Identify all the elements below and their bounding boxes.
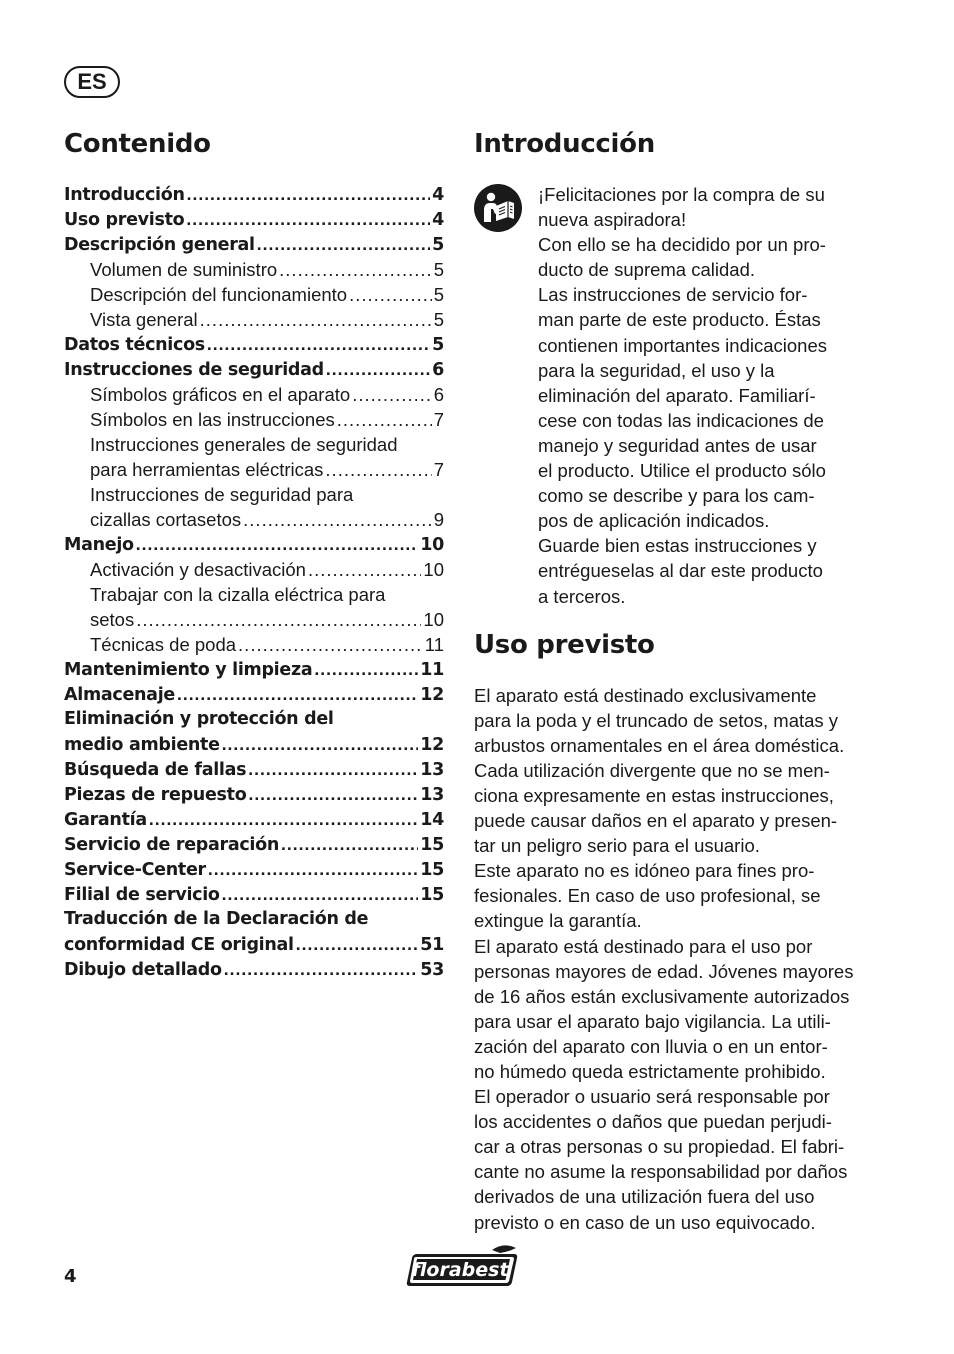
toc-entry xyxy=(64,807,444,832)
toc-entry-page: 6 xyxy=(432,360,444,380)
toc-entry xyxy=(64,232,444,257)
svg-text:florabest: florabest xyxy=(411,1259,509,1281)
text-line: nueva aspiradora! xyxy=(538,209,687,231)
toc-entry-title: Service-Center xyxy=(64,860,206,880)
toc-entry xyxy=(64,757,444,782)
toc-entry-page: 6 xyxy=(433,384,444,405)
toc-entry-page: 7 xyxy=(433,409,444,430)
toc-entry-page: 15 xyxy=(420,860,444,880)
introduction-title: Introducción xyxy=(474,129,655,159)
text-line: El aparato está destinado para el uso por xyxy=(474,935,813,957)
toc-entry-title: medio ambiente xyxy=(64,735,220,755)
text-line: de 16 años están exclusivamente autorizados xyxy=(474,985,850,1007)
text-line: manejo y seguridad antes de usar xyxy=(538,434,817,456)
toc-leader-dots xyxy=(222,732,419,757)
toc-entry-page: 12 xyxy=(420,685,444,705)
toc-entry xyxy=(64,632,444,657)
toc-leader-dots xyxy=(281,832,418,857)
toc-entry-title: Garantía xyxy=(64,810,147,830)
toc-entry-title: Técnicas de poda xyxy=(90,634,237,655)
text-line: pos de aplicación indicados. xyxy=(538,510,770,532)
toc-entry-title: Uso previsto xyxy=(64,210,185,230)
toc-list xyxy=(64,182,444,982)
toc-entry-title: Volumen de suministro xyxy=(90,259,278,280)
toc-entry-title: Dibujo detallado xyxy=(64,960,222,980)
text-line: arbustos ornamentales en el área doméstica. xyxy=(474,734,845,756)
toc-entry xyxy=(64,357,444,382)
toc-leader-dots xyxy=(349,282,432,307)
toc-entry-page: 4 xyxy=(432,210,444,230)
toc-leader-dots xyxy=(279,257,432,282)
text-line: Las instrucciones de servicio for- xyxy=(538,284,808,306)
text-line: fesionales. En caso de uso profesional, se xyxy=(474,885,821,907)
toc-entry-title: setos xyxy=(90,609,135,630)
toc-entry xyxy=(64,957,444,982)
toc-entry-page: 4 xyxy=(432,185,444,205)
toc-entry-page: 14 xyxy=(420,810,444,830)
toc-entry-page: 12 xyxy=(420,735,444,755)
toc-entry-page: 5 xyxy=(433,284,444,305)
toc-entry-page: 10 xyxy=(423,559,444,580)
toc-leader-dots xyxy=(308,557,421,582)
toc-entry xyxy=(64,182,444,207)
toc-entry xyxy=(64,557,444,582)
text-line: ¡Felicitaciones por la compra de su xyxy=(538,184,825,205)
intended-use-title: Uso previsto xyxy=(474,629,655,660)
toc-entry-title: Introducción xyxy=(64,185,185,205)
toc-entry-title: conformidad CE original xyxy=(64,935,294,955)
text-line: derivados de una utilización fuera del uso xyxy=(474,1186,815,1208)
toc-entry xyxy=(64,582,444,607)
toc-entry xyxy=(64,657,444,682)
toc-entry xyxy=(64,932,444,957)
toc-leader-dots xyxy=(314,657,418,682)
toc-entry xyxy=(64,432,444,457)
toc-entry-page: 53 xyxy=(420,960,444,980)
text-line: Cada utilización divergente que no se men- xyxy=(474,759,830,781)
toc-entry xyxy=(64,207,444,232)
toc-leader-dots xyxy=(325,457,431,482)
toc-entry xyxy=(64,882,444,907)
toc-entry xyxy=(64,482,444,507)
toc-leader-dots xyxy=(243,507,432,532)
florabest-logo xyxy=(404,1244,520,1290)
toc-entry-title: Vista general xyxy=(90,309,198,330)
toc-leader-dots xyxy=(186,207,430,232)
toc-entry-title: para herramientas eléctricas xyxy=(90,459,324,480)
toc-entry-page: 5 xyxy=(433,259,444,280)
toc-entry-page: 13 xyxy=(420,785,444,805)
toc-entry-page: 10 xyxy=(423,609,444,630)
toc-entry xyxy=(64,732,444,757)
text-line: zación del aparato con lluvia o en un entor- xyxy=(474,1035,828,1057)
text-line: tar un peligro serio para el usuario. xyxy=(474,835,760,857)
text-line: cese con todas las indicaciones de xyxy=(538,409,824,431)
toc-entry-title: Piezas de repuesto xyxy=(64,785,247,805)
toc-entry xyxy=(64,307,444,332)
toc-entry-title: Mantenimiento y limpieza xyxy=(64,660,313,680)
toc-entry-page: 5 xyxy=(432,235,444,255)
introduction-section xyxy=(474,182,866,609)
toc-entry xyxy=(64,407,444,432)
toc-entry xyxy=(64,257,444,282)
toc-entry-title: Descripción del funcionamiento xyxy=(90,284,348,305)
toc-entry-page: 11 xyxy=(424,634,444,655)
toc-entry xyxy=(64,832,444,857)
text-line: el producto. Utilice el producto sólo xyxy=(538,460,826,482)
toc-entry-page: 11 xyxy=(420,660,444,680)
toc-entry-page: 15 xyxy=(420,885,444,905)
toc-entry-page: 9 xyxy=(433,509,444,530)
read-manual-icon xyxy=(474,184,522,232)
toc-leader-dots xyxy=(136,607,421,632)
toc-entry-page: 5 xyxy=(432,335,444,355)
text-line: man parte de este producto. Éstas xyxy=(538,309,821,331)
toc-entry-page: 13 xyxy=(420,760,444,780)
text-line: Con ello se ha decidido por un pro- xyxy=(538,234,826,256)
text-line: El aparato está destinado exclusivamente xyxy=(474,684,817,706)
toc-entry-title: Instrucciones generales de seguridad xyxy=(90,434,398,455)
toc-entry-title: Símbolos en las instrucciones xyxy=(90,409,335,430)
text-line: entrégueselas al dar este producto xyxy=(538,560,823,582)
toc-leader-dots xyxy=(136,532,418,557)
toc-leader-dots xyxy=(177,682,418,707)
toc-entry xyxy=(64,332,444,357)
toc-entry-page: 5 xyxy=(433,309,444,330)
text-line: personas mayores de edad. Jóvenes mayores xyxy=(474,960,854,982)
toc-leader-dots xyxy=(296,932,418,957)
text-line: puede causar daños en el aparato y presen- xyxy=(474,810,838,832)
text-line: Guarde bien estas instrucciones y xyxy=(538,535,817,557)
toc-entry-page: 7 xyxy=(433,459,444,480)
text-line: El operador o usuario será responsable por xyxy=(474,1086,830,1108)
toc-leader-dots xyxy=(224,957,418,982)
toc-entry xyxy=(64,682,444,707)
toc-entry xyxy=(64,457,444,482)
text-line: para la seguridad, el uso y la xyxy=(538,359,775,381)
toc-leader-dots xyxy=(257,232,430,257)
toc-leader-dots xyxy=(326,357,430,382)
toc-entry xyxy=(64,532,444,557)
table-of-contents xyxy=(64,128,444,982)
right-column xyxy=(474,128,866,1235)
toc-entry-title: Búsqueda de fallas xyxy=(64,760,247,780)
intended-use-body xyxy=(474,683,866,1235)
toc-leader-dots xyxy=(248,782,418,807)
toc-entry-title: Eliminación y protección del xyxy=(64,709,334,729)
text-line: no húmedo queda estrictamente prohibido. xyxy=(474,1061,826,1082)
toc-entry-title: Instrucciones de seguridad para xyxy=(90,484,354,505)
toc-entry xyxy=(64,782,444,807)
toc-leader-dots xyxy=(337,407,432,432)
toc-entry-title: Instrucciones de seguridad xyxy=(64,360,324,380)
toc-entry xyxy=(64,707,444,732)
toc-entry xyxy=(64,857,444,882)
toc-entry xyxy=(64,507,444,532)
toc-leader-dots xyxy=(222,882,419,907)
text-line: los accidentes o daños que puedan perjudi- xyxy=(474,1111,832,1133)
toc-entry xyxy=(64,282,444,307)
toc-entry-title: Descripción general xyxy=(64,235,255,255)
text-line: car a otras personas o su propiedad. El fabri- xyxy=(474,1136,845,1158)
toc-entry-title: Almacenaje xyxy=(64,685,175,705)
toc-leader-dots xyxy=(248,757,418,782)
toc-entry-title: Filial de servicio xyxy=(64,885,220,905)
text-line: extingue la garantía. xyxy=(474,910,642,932)
toc-entry-title: Servicio de reparación xyxy=(64,835,280,855)
toc-entry-title: Activación y desactivación xyxy=(90,559,306,580)
text-line: para usar el aparato bajo vigilancia. La utili- xyxy=(474,1010,831,1032)
toc-entry-title: cizallas cortasetos xyxy=(90,509,242,530)
toc-leader-dots xyxy=(149,807,418,832)
text-line: como se describe y para los cam- xyxy=(538,485,815,507)
toc-entry-title: Símbolos gráficos en el aparato xyxy=(90,384,351,405)
text-line: cante no asume la responsabilidad por daños xyxy=(474,1161,848,1183)
toc-entry-title: Manejo xyxy=(64,535,134,555)
text-line: ducto de suprema calidad. xyxy=(538,259,755,281)
toc-leader-dots xyxy=(207,332,430,357)
toc-entry-page: 15 xyxy=(420,835,444,855)
toc-title: Contenido xyxy=(64,129,211,159)
text-line: previsto o en caso de un uso equivocado. xyxy=(474,1211,816,1233)
text-line: para la poda y el truncado de setos, matas y xyxy=(474,709,839,731)
language-badge: ES xyxy=(64,66,120,98)
toc-entry-page: 10 xyxy=(420,535,444,555)
toc-entry-title: Datos técnicos xyxy=(64,335,205,355)
toc-entry-page: 51 xyxy=(420,935,444,955)
text-line: eliminación del aparato. Familiarí- xyxy=(538,384,816,406)
text-line: ciona expresamente en estas instrucciones, xyxy=(474,784,834,806)
text-line: contienen importantes indicaciones xyxy=(538,334,827,356)
toc-leader-dots xyxy=(238,632,423,657)
toc-entry-title: Traducción de la Declaración de xyxy=(64,909,369,929)
introduction-body xyxy=(538,182,866,609)
toc-entry-title: Trabajar con la cizalla eléctrica para xyxy=(90,584,386,605)
toc-leader-dots xyxy=(352,382,432,407)
text-line: Este aparato no es idóneo para fines pro- xyxy=(474,860,815,882)
toc-leader-dots xyxy=(187,182,431,207)
toc-entry xyxy=(64,607,444,632)
toc-leader-dots xyxy=(208,857,418,882)
toc-entry xyxy=(64,382,444,407)
toc-entry xyxy=(64,907,444,932)
toc-leader-dots xyxy=(200,307,432,332)
page-number: 4 xyxy=(64,1266,77,1287)
text-line: a terceros. xyxy=(538,585,626,607)
